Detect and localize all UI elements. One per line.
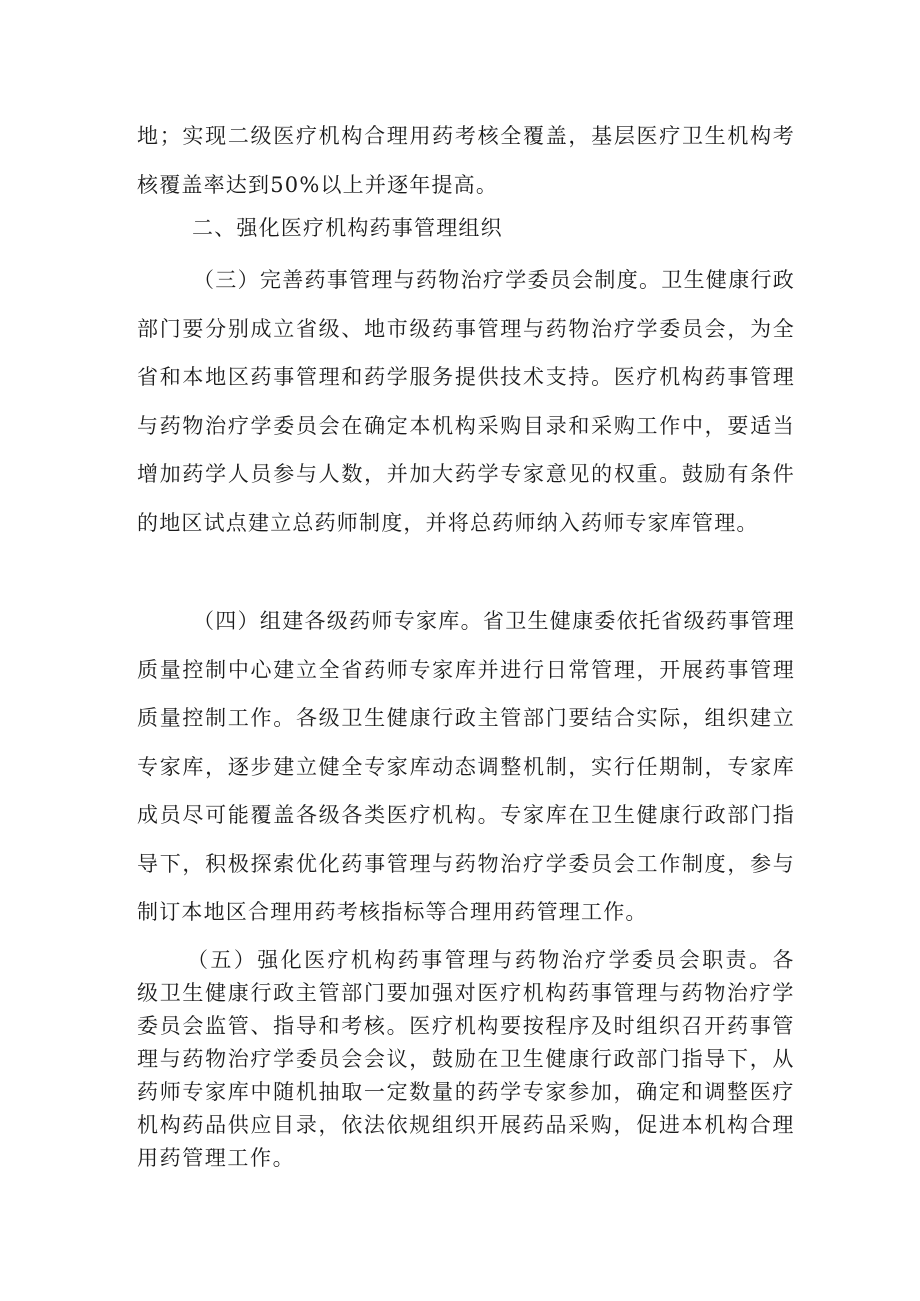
paragraph-five: （五）强化医疗机构药事管理与药物治疗学委员会职责。各级卫生健康行政主管部门要加强对医疗机构药事管理与药物治疗学委员会监管、指导和考核。医疗机构要按程序及时组织召开药事管理与药物治疗学委员会会议，鼓励在卫生健康行政部门指导下，从药师专家库中随机抽取一定数量的药学专家参加，确定和调整医疗机构药品供应目录，依法依规组织开展药品采购，促进本机构合理用药管理工作。 xyxy=(137,948,795,1170)
paragraph-three: （三）完善药事管理与药物治疗学委员会制度。卫生健康行政部门要分别成立省级、地市级药事管理与药物治疗学委员会，为全省和本地区药事管理和药学服务提供技术支持。医疗机构药事管理与药物治疗学委员会在确定本机构采购目录和采购工作中，要适当增加药学人员参与人数，并加大药学专家意见的权重。鼓励有条件的地区试点建立总药师制度，并将总药师纳入药师专家库管理。 xyxy=(137,268,795,535)
intro-paragraph: 地；实现二级医疗机构合理用药考核全覆盖，基层医疗卫生机构考核覆盖率达到50%以上并逐年提高。 xyxy=(137,124,795,197)
paragraph-four: （四）组建各级药师专家库。省卫生健康委依托省级药事管理质量控制中心建立全省药师专家库并进行日常管理，开展药事管理质量控制工作。各级卫生健康行政主管部门要结合实际，组织建立专家库，逐步建立健全专家库动态调整机制，实行任期制，专家库成员尽可能覆盖各级各类医疗机构。专家库在卫生健康行政部门指导下，积极探索优化药事管理与药物治疗学委员会工作制度，参与制订本地区合理用药考核指标等合理用药管理工作。 xyxy=(137,609,795,924)
section-heading: 二、强化医疗机构药事管理组织 xyxy=(192,216,503,240)
